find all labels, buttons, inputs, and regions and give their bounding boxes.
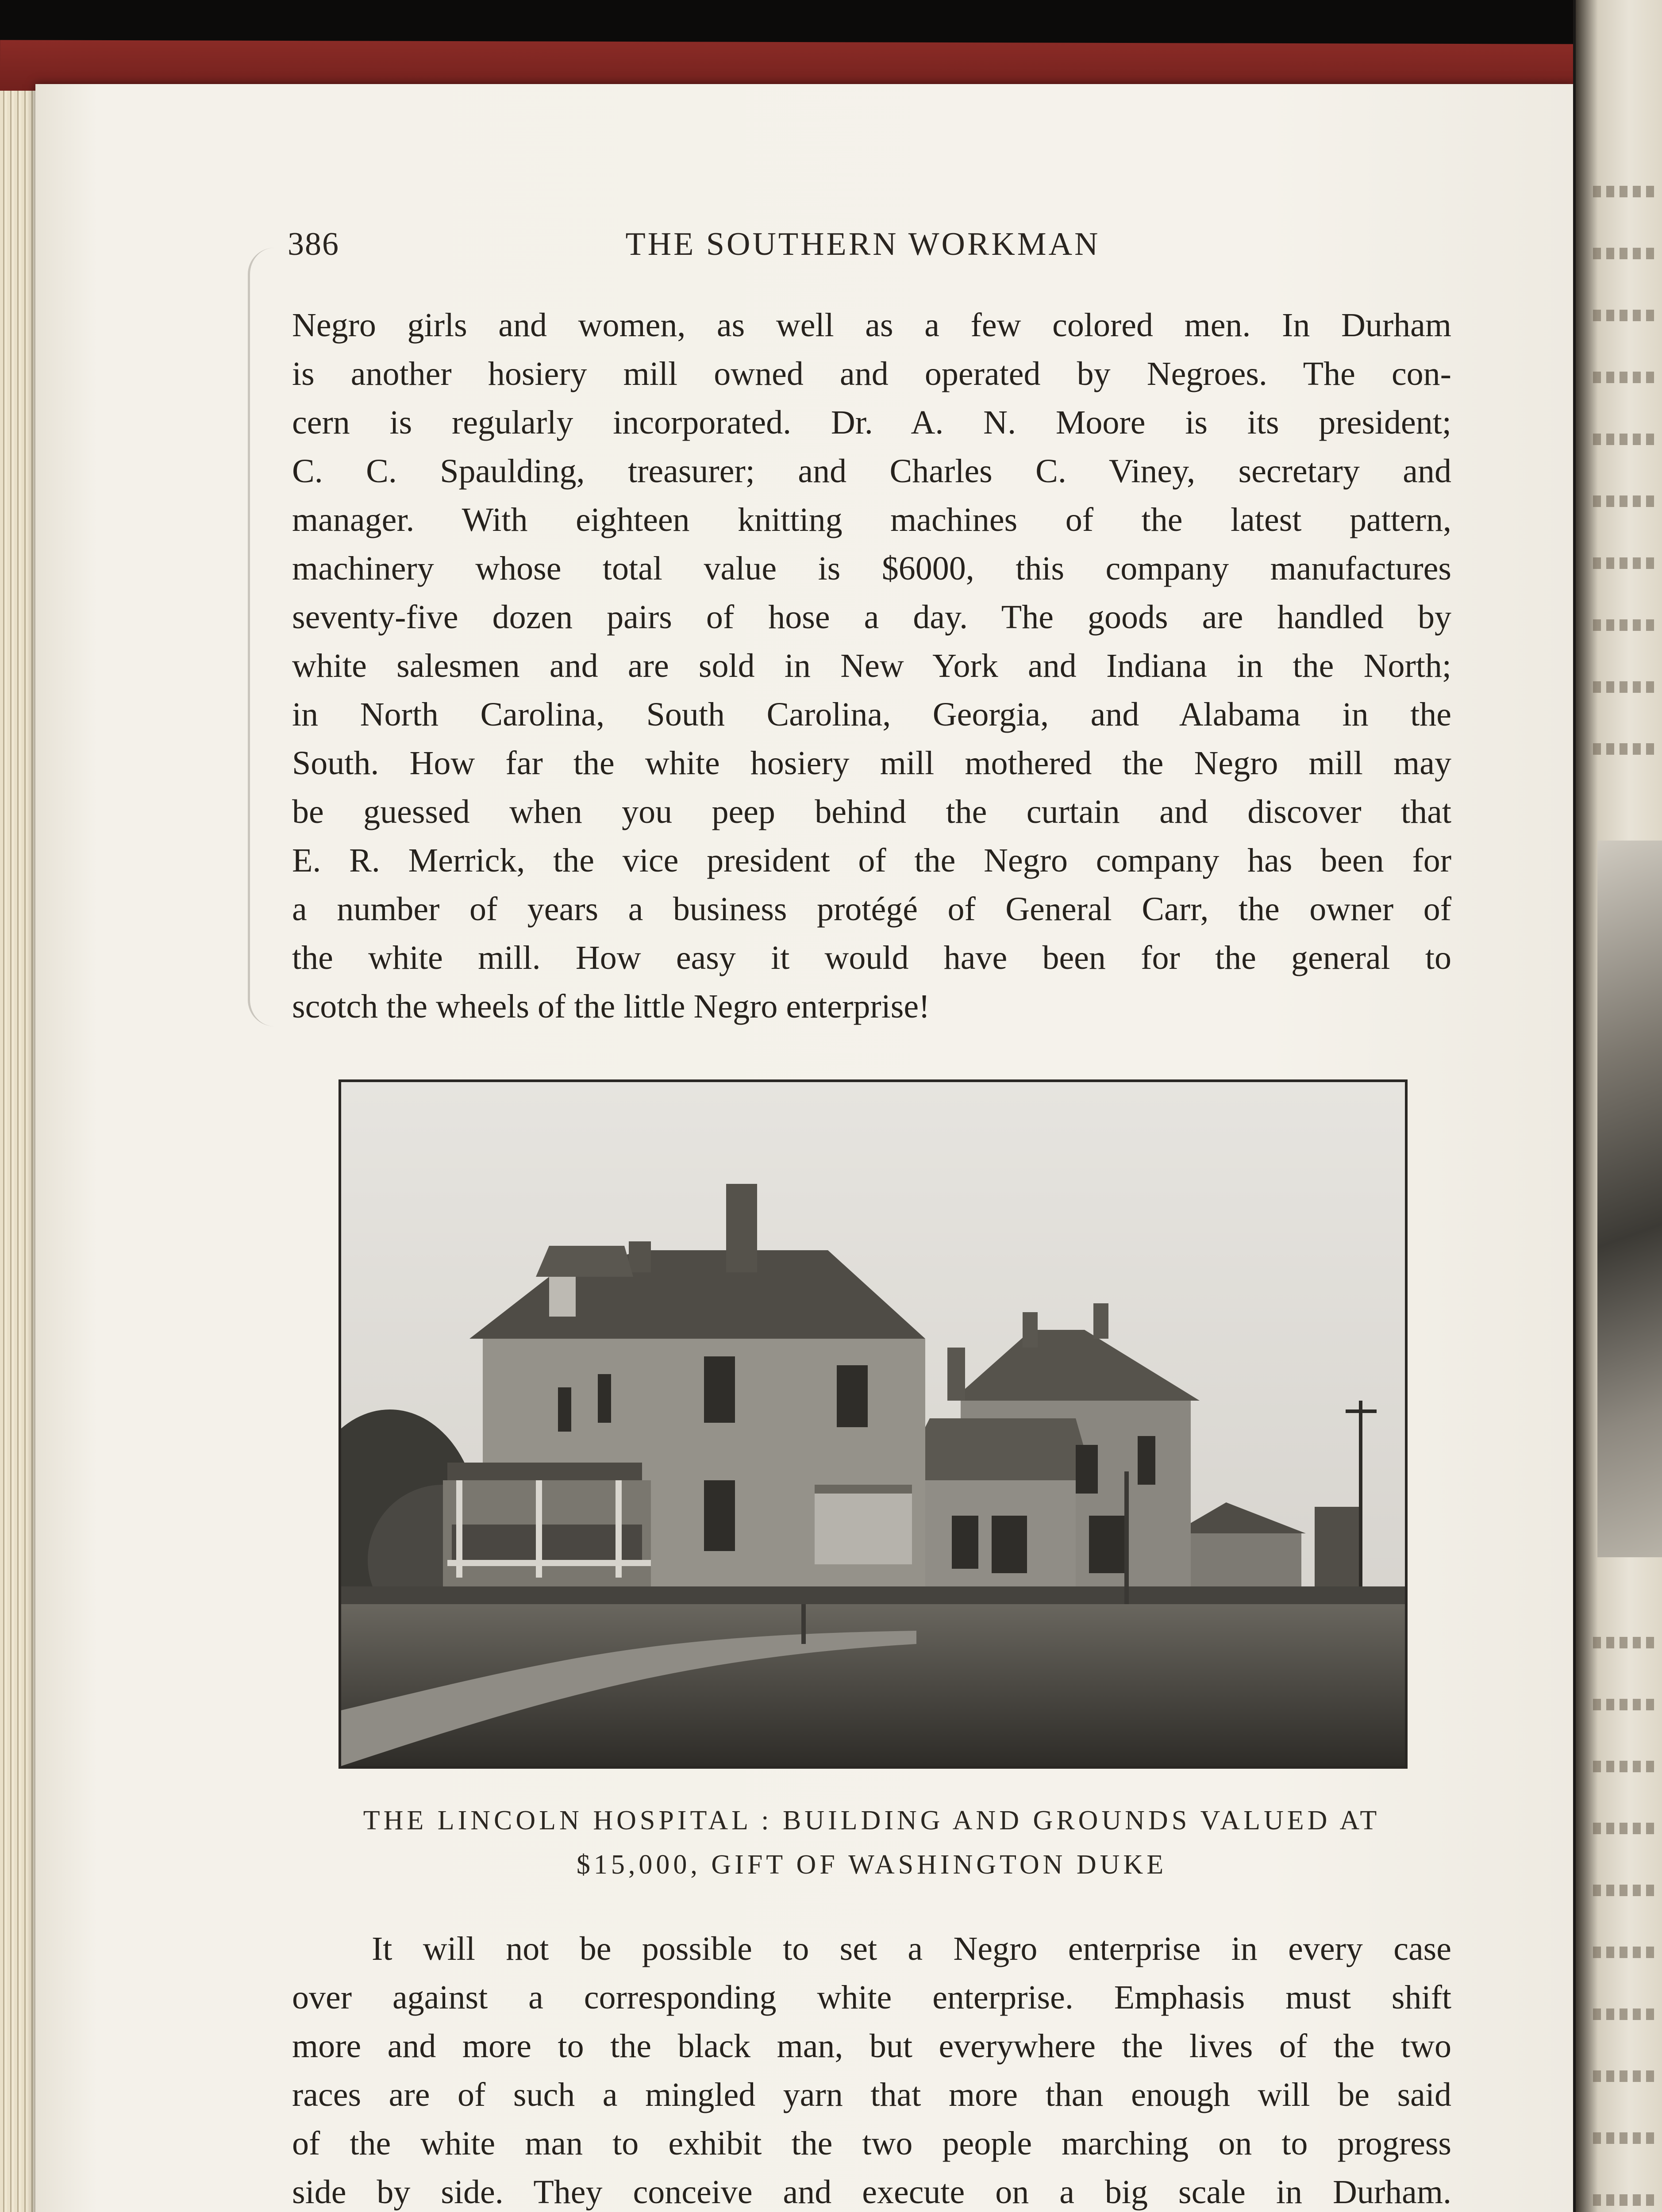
text-line: manager. With eighteen knitting machines of the latest pattern,	[292, 501, 1451, 538]
adjacent-page-text	[1593, 310, 1659, 321]
adjacent-page-text	[1593, 2132, 1659, 2144]
adjacent-page-text	[1593, 557, 1659, 569]
adjacent-page-text	[1593, 1761, 1659, 1772]
text-line: the white mill. How easy it would have been for the general to	[292, 939, 1451, 976]
text-line: South. How far the white hosiery mill mothered the Negro mill may	[292, 745, 1451, 782]
adjacent-page-text	[1593, 1947, 1659, 1958]
text-line: E. R. Merrick, the vice president of the Negro company has been for	[292, 842, 1451, 879]
text-line: a number of years a business protégé of General Carr, the owner of	[292, 891, 1451, 928]
running-head: THE SOUTHERN WORKMAN	[625, 226, 1100, 262]
text-line: be guessed when you peep behind the curtain and discover that	[292, 793, 1451, 830]
adjacent-page-text	[1593, 1823, 1659, 1834]
text-line: in North Carolina, South Carolina, Georgia, and Alabama in the	[292, 696, 1451, 733]
figure-caption-line: THE LINCOLN HOSPITAL : BUILDING AND GROUNDS VALUED AT	[363, 1805, 1381, 1836]
adjacent-page-text	[1593, 1885, 1659, 1896]
text-line: races are of such a mingled yarn that more than enough will be said	[292, 2076, 1451, 2113]
adjacent-page-text	[1593, 681, 1659, 693]
adjacent-page-text	[1593, 2070, 1659, 2082]
adjacent-page-text	[1593, 186, 1659, 197]
adjacent-page-text	[1593, 248, 1659, 259]
text-line: cern is regularly incorporated. Dr. A. N. Moore is its president;	[292, 404, 1451, 441]
text-line: Negro girls and women, as well as a few colored men. In Durham	[292, 307, 1451, 344]
text-line: is another hosiery mill owned and operated by Negroes. The con-	[292, 355, 1451, 392]
hospital-photograph	[339, 1079, 1408, 1769]
adjacent-page-text	[1593, 619, 1659, 631]
text-line: over against a corresponding white enterprise. Emphasis must shift	[292, 1979, 1451, 2016]
adjacent-page-text	[1593, 1637, 1659, 1648]
page-number: 386	[288, 226, 339, 262]
hospital-illustration	[341, 1082, 1405, 1766]
text-line: of the white man to exhibit the two people marching on to progress	[292, 2125, 1451, 2162]
text-line: C. C. Spaulding, treasurer; and Charles C. Viney, secretary and	[292, 453, 1451, 490]
text-line: scotch the wheels of the little Negro enterprise!	[292, 988, 930, 1025]
figure-caption-line: $15,000, GIFT OF WASHINGTON DUKE	[576, 1850, 1167, 1880]
adjacent-page-text	[1593, 1699, 1659, 1710]
text-line: seventy-five dozen pairs of hose a day. The goods are handled by	[292, 599, 1451, 636]
paragraph-2	[292, 1924, 1451, 2212]
text-line: machinery whose total value is $6000, this company manufactures	[292, 550, 1451, 587]
adjacent-page-text	[1593, 2194, 1659, 2206]
adjacent-page-text	[1593, 743, 1659, 755]
adjacent-page-text	[1593, 2008, 1659, 2020]
text-line: It will not be possible to set a Negro enterprise in every case	[372, 1930, 1451, 1967]
text-line: side by side. They conceive and execute on a big scale in Durham.	[292, 2174, 1451, 2211]
text-line: more and more to the black man, but everywhere the lives of the two	[292, 2028, 1451, 2065]
paragraph-1	[292, 301, 1451, 1031]
adjacent-page-photo	[1597, 841, 1662, 1557]
text-line: white salesmen and are sold in New York and Indiana in the North;	[292, 647, 1451, 684]
adjacent-page-text	[1593, 434, 1659, 445]
adjacent-page-text	[1593, 495, 1659, 507]
adjacent-page-text	[1593, 372, 1659, 383]
